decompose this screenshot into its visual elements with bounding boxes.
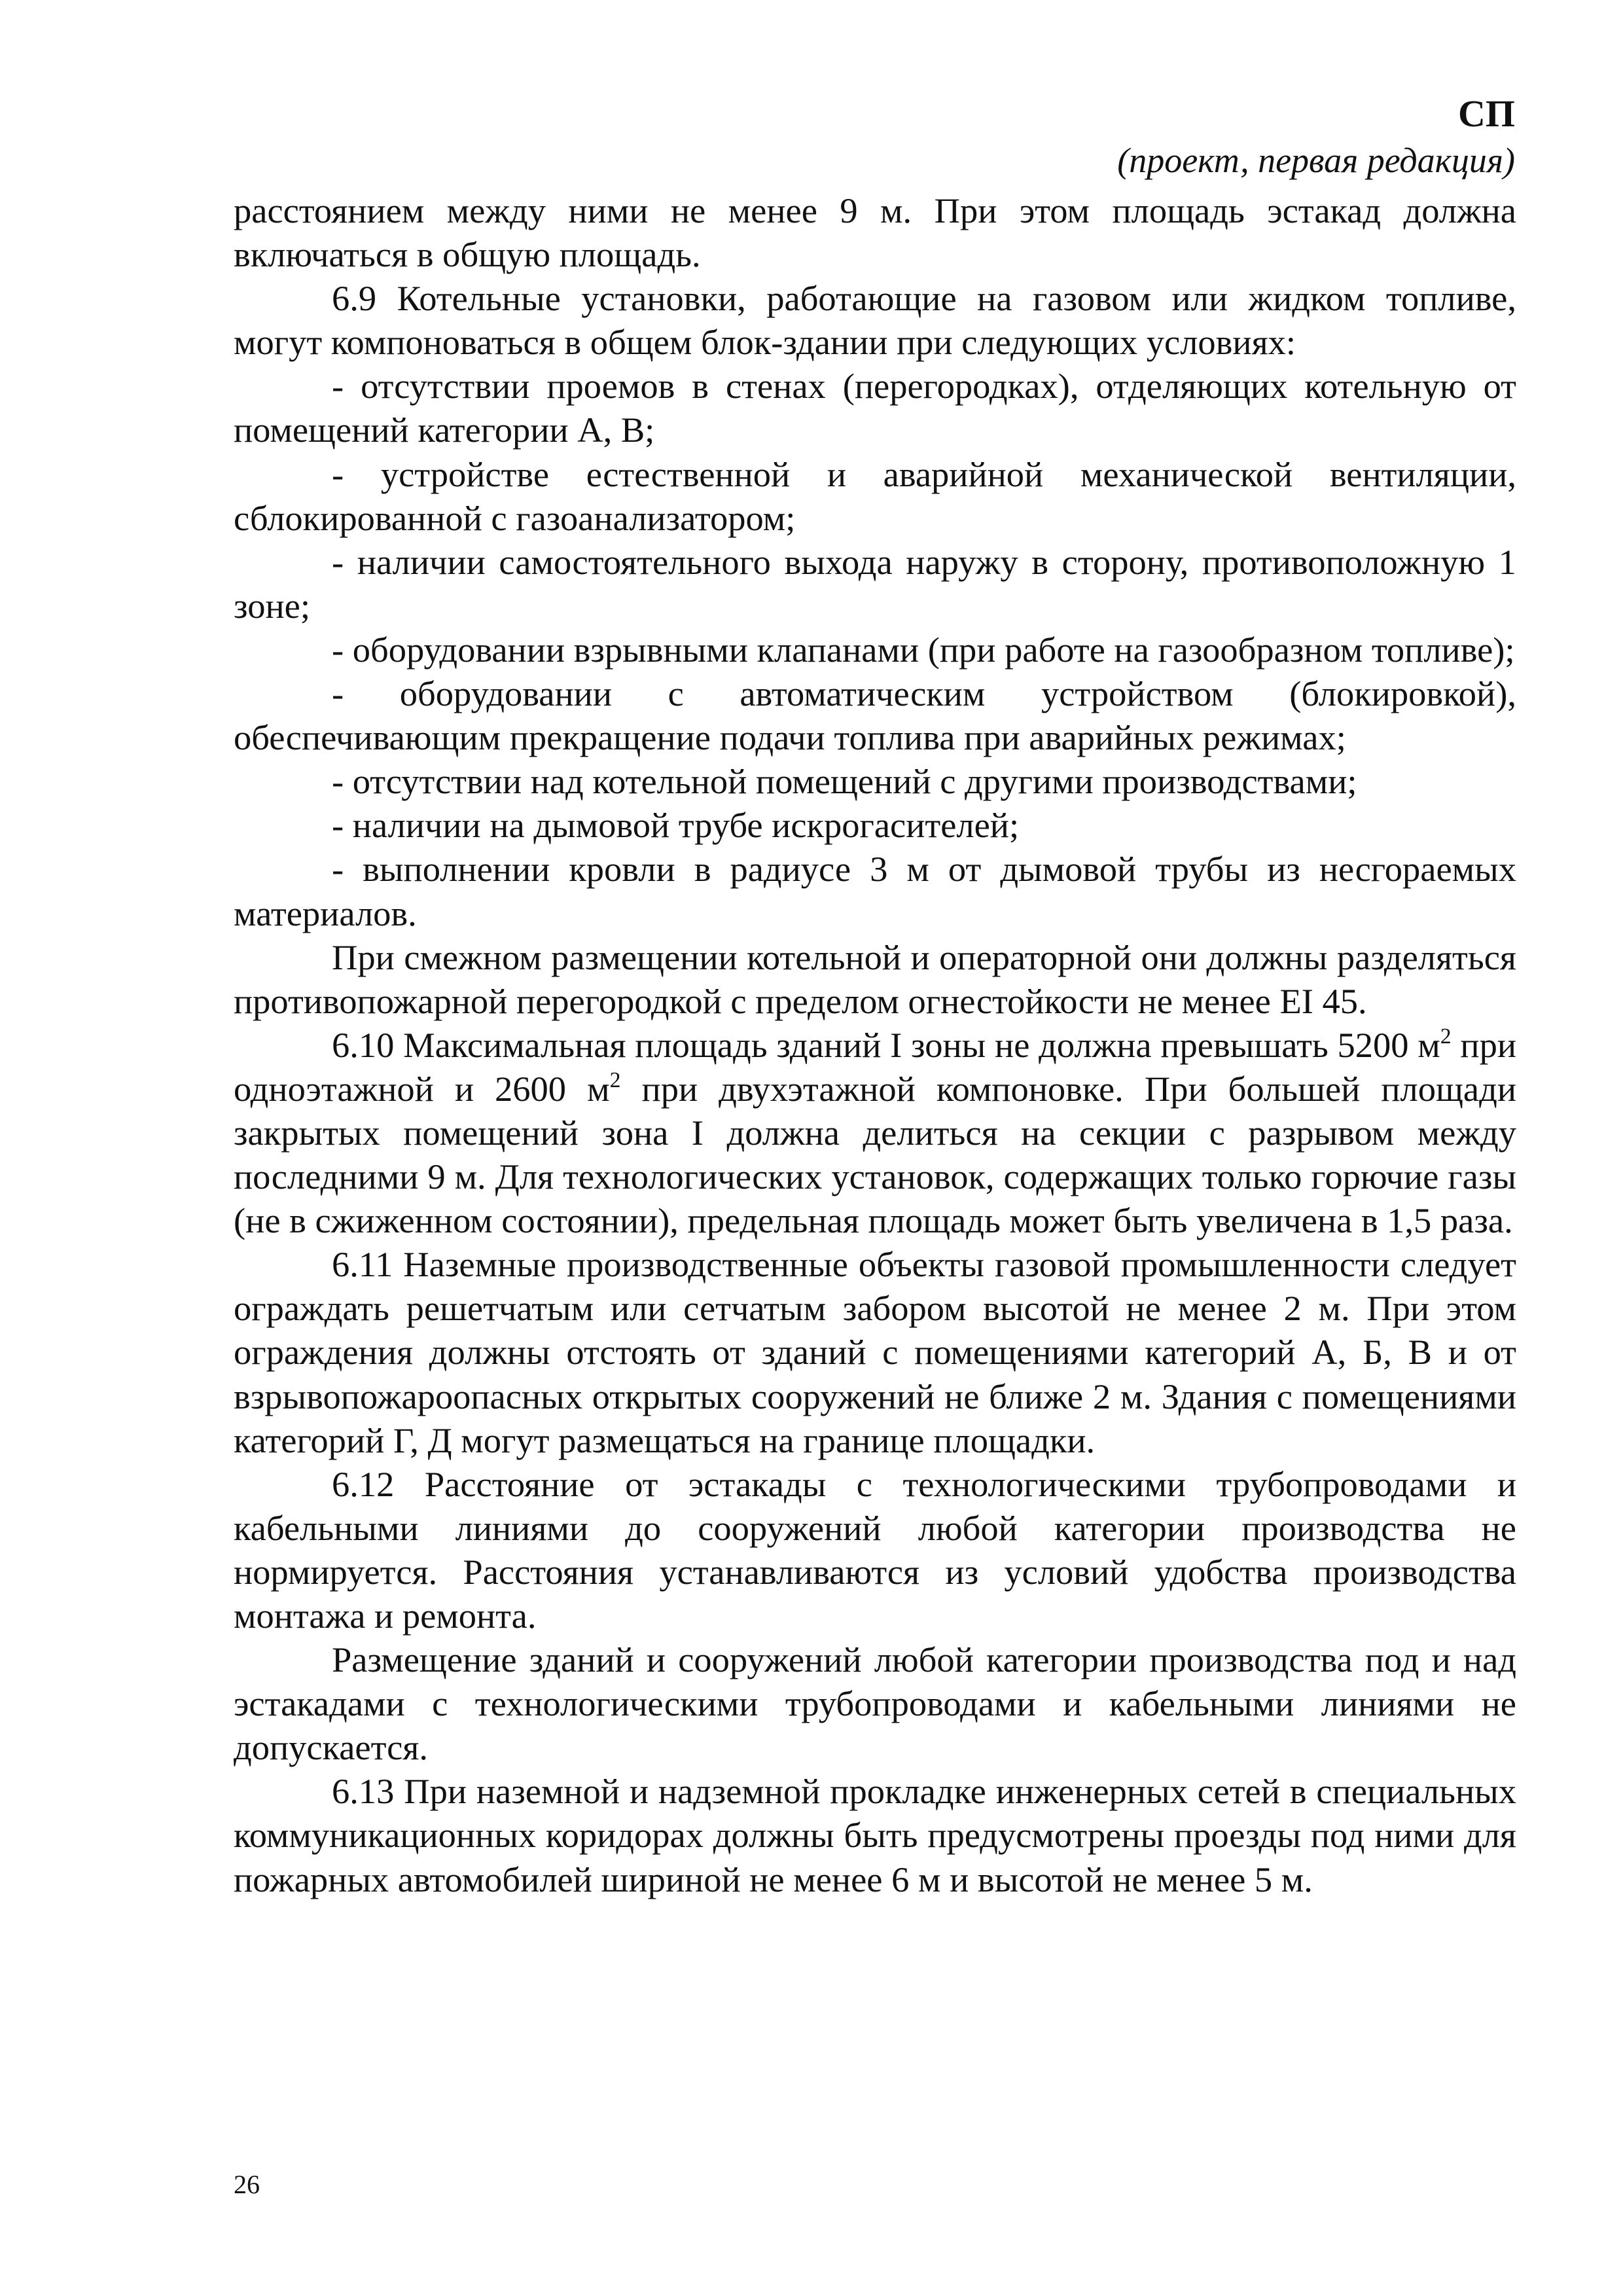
paragraph-placement: Размещение зданий и сооружений любой категории производства под и над эстакадами с технологическими трубопроводами и кабельными линиями не допускается. — [234, 1640, 1516, 1768]
list-item-automatic-lock: - оборудовании с автоматическим устройством (блокировкой), обеспечивающим прекращение подачи топлива при аварийных режимах; — [234, 673, 1516, 758]
paragraph-6-11: 6.11 Наземные производственные объекты газовой промышленности следует ограждать решетчатым или сетчатым забором высотой не менее 2 м. При этом ограждения должны отстоять от зданий с помещениями категорий А, Б, В и от взрывопожароопасных открытых сооружений не ближе 2 м. Здания с помещениями категорий Г, Д могут размещаться на границе площадки. — [234, 1244, 1516, 1460]
paragraph-operator-room: При смежном размещении котельной и операторной они должны разделяться противопожарной перегородкой с пределом огнестойкости не менее EI 45. — [234, 937, 1516, 1021]
document-code: СП — [1458, 92, 1515, 135]
paragraph-6-10-part3: при двухэтажной компоновке. При большей площади закрытых помещений зона I должна делиться на секции с разрывом между последними 9 м. Для технологических установок, содержащих только горючие газы (не в сжиженном состоянии), предельная площадь может быть увеличена в 1,5 раза. — [234, 1068, 1517, 1241]
list-item-no-rooms-above: - отсутствии над котельной помещений с другими производствами; — [332, 761, 1357, 802]
body-text — [234, 188, 1516, 1901]
paragraph-6-12: 6.12 Расстояние от эстакады с технологическими трубопроводами и кабельными линиями до сооружений любой категории производства не нормируется. Расстояния устанавливаются из условий удобства производства монтажа и ремонта. — [234, 1463, 1516, 1636]
list-item-exit: - наличии самостоятельного выхода наружу в сторону, противоположную 1 зоне; — [234, 541, 1516, 626]
list-item-spark-arresters: - наличии на дымовой трубе искрогасителей; — [332, 805, 1020, 846]
superscript-square-1: 2 — [1440, 1024, 1452, 1049]
paragraph-6-10-part1: 6.10 Максимальная площадь зданий I зоны не должна превышать 5200 м — [332, 1024, 1440, 1065]
page-number: 26 — [234, 2170, 260, 2199]
paragraph-6-9: 6.9 Котельные установки, работающие на газовом или жидком топливе, могут компоноваться в общем блок-здании при следующих условиях: — [234, 278, 1516, 363]
list-item-ventilation: - устройстве естественной и аварийной механической вентиляции, сблокированной с газоанализатором; — [234, 454, 1516, 538]
superscript-square-2: 2 — [609, 1067, 621, 1092]
paragraph-6-10 — [234, 1023, 1516, 1242]
paragraph-6-13: 6.13 При наземной и надземной прокладке инженерных сетей в специальных коммуникационных коридорах должны быть предусмотрены проезды под ними для пожарных автомобилей шириной не менее 6 м и высотой не менее 5 м. — [234, 1771, 1516, 1899]
list-item-no-openings: - отсутствии проемов в стенах (перегородках), отделяющих котельную от помещений категории А, В; — [234, 366, 1516, 450]
list-item-explosion-valves: - оборудовании взрывными клапанами (при работе на газообразном топливе); — [332, 629, 1515, 670]
paragraph-continuation: расстоянием между ними не менее 9 м. При этом площадь эстакад должна включаться в общую площадь. — [234, 190, 1516, 275]
list-item-roofing: - выполнении кровли в радиусе 3 м от дымовой трубы из несгораемых материалов. — [234, 849, 1516, 933]
paragraph-6-10-part2: при одноэтажной и 2600 м — [234, 1024, 1516, 1109]
draft-status-subtitle: (проект, первая редакция) — [1117, 141, 1515, 180]
